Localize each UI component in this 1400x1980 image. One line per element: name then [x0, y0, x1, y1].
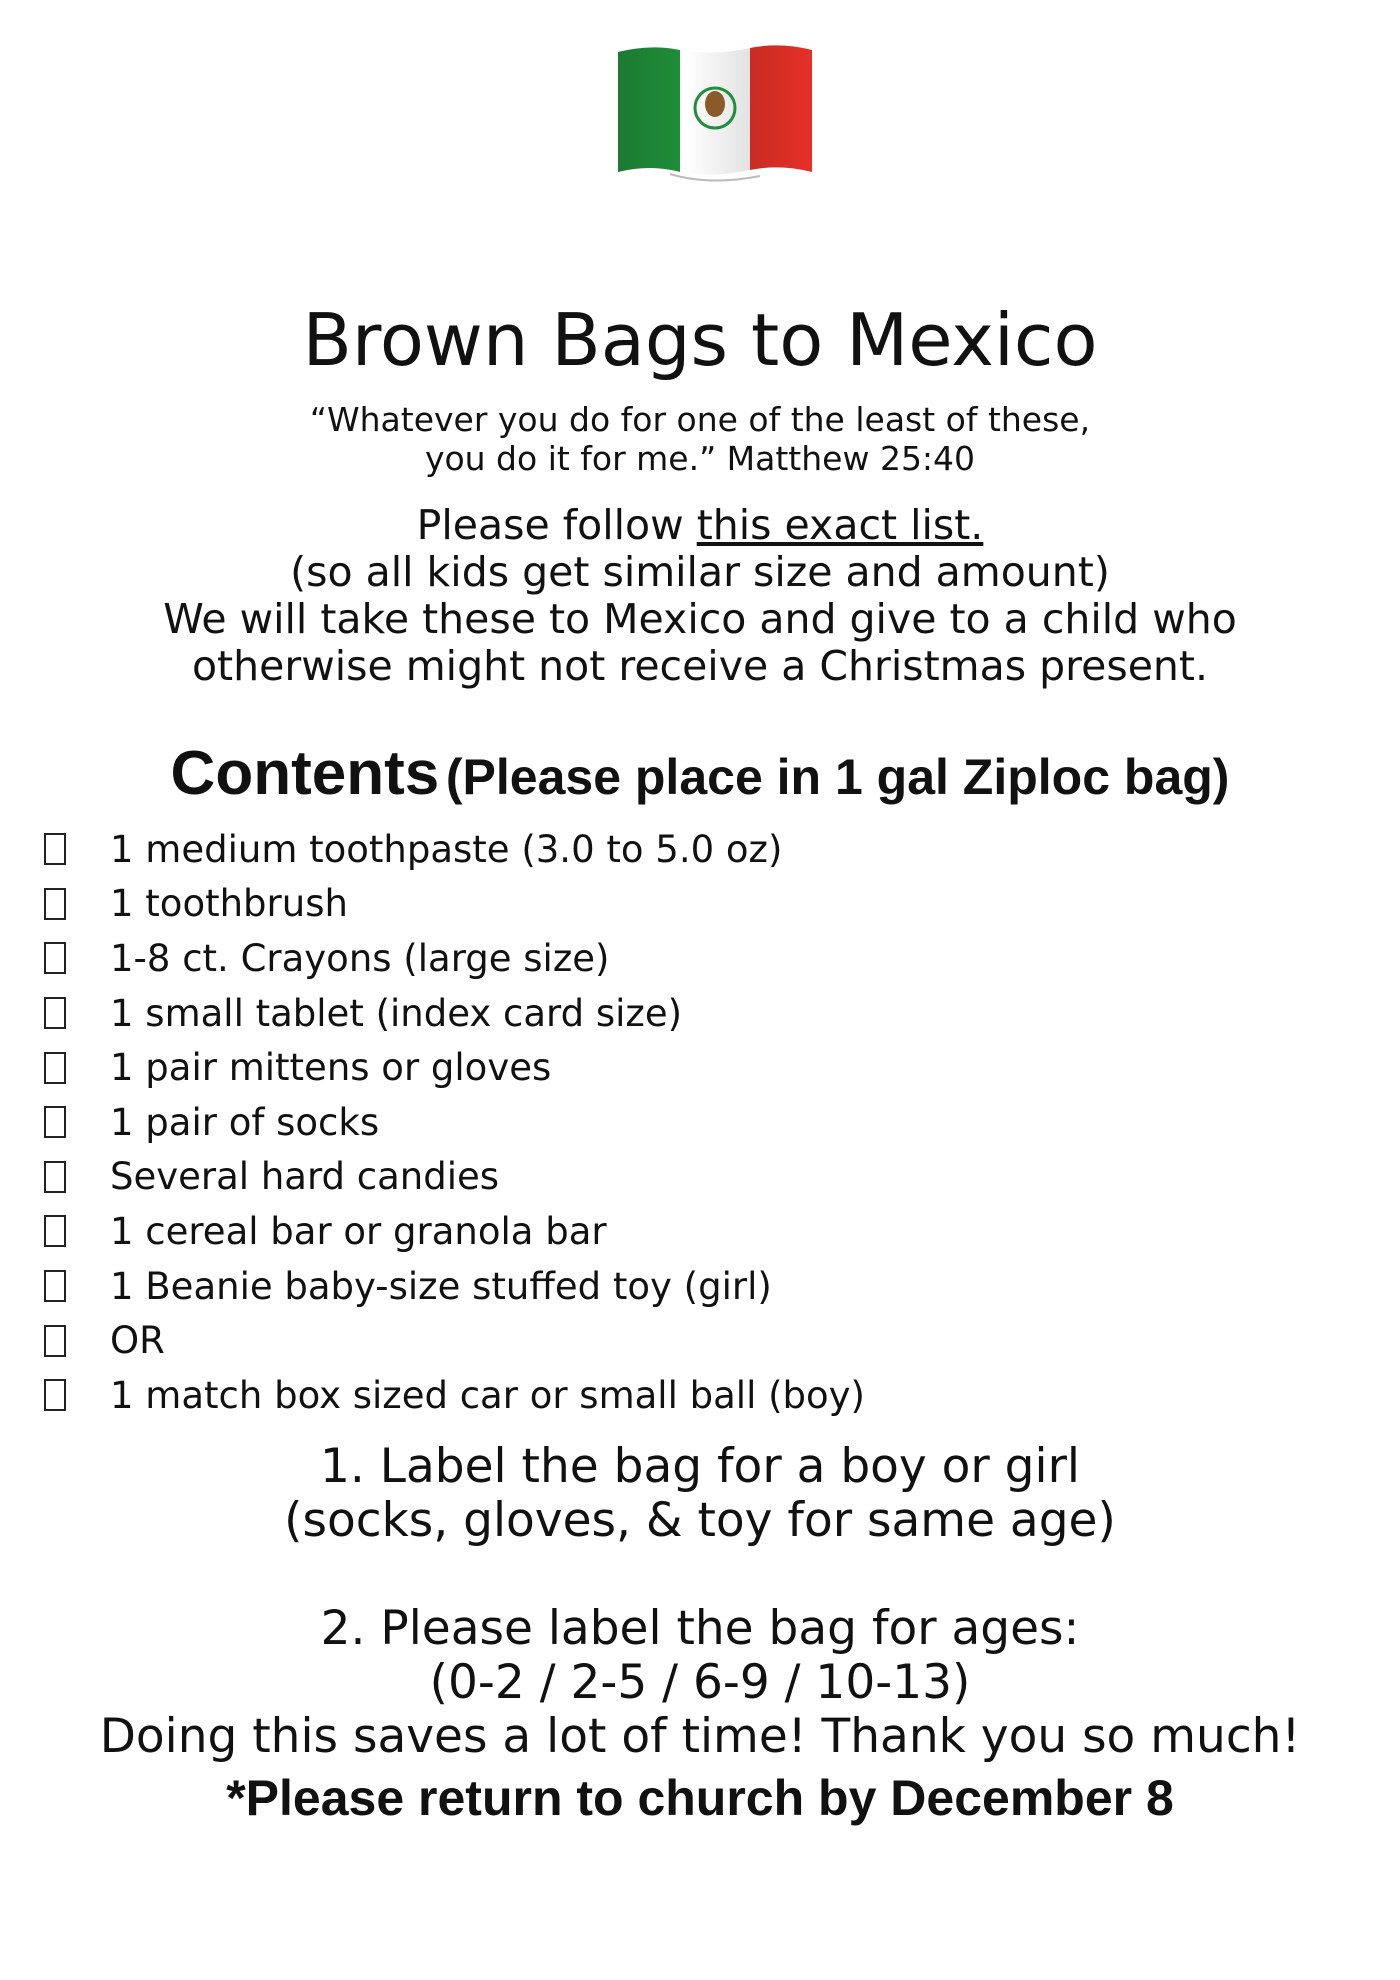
- intro-line-1: [0, 502, 1400, 549]
- contents-subtitle: (Please place in 1 gal Ziploc bag): [445, 749, 1230, 805]
- checklist-item: [40, 822, 1370, 877]
- checklist-item-label: 1 cereal bar or granola bar: [110, 1209, 607, 1253]
- checklist-item-label: 1 small tablet (index card size): [110, 991, 683, 1035]
- checklist-item: [40, 1150, 1370, 1205]
- checklist-item: [40, 931, 1370, 986]
- checkbox-icon[interactable]: [44, 1215, 66, 1247]
- intro-line-1-prefix: Please follow: [416, 501, 697, 549]
- checkbox-icon[interactable]: [44, 1325, 66, 1357]
- exact-list-emphasis: this exact list.: [696, 501, 984, 549]
- thanks-line: Doing this saves a lot of time! Thank you so much!: [99, 1709, 1301, 1764]
- checkbox-icon[interactable]: [44, 1270, 66, 1302]
- checklist-item: [40, 1204, 1370, 1259]
- intro-line-4: otherwise might not receive a Christmas present.: [191, 642, 1209, 690]
- step1-line-1: 1. Label the bag for a boy or girl: [320, 1439, 1080, 1494]
- intro-text: [0, 502, 1400, 690]
- checklist-item: [40, 1313, 1370, 1368]
- contents-checklist: [40, 822, 1370, 1423]
- checklist-item-label: 1 match box sized car or small ball (boy): [110, 1373, 865, 1417]
- checklist-item: [40, 1095, 1370, 1150]
- step2-line-2: (0-2 / 2-5 / 6-9 / 10-13): [429, 1655, 971, 1710]
- intro-line-3: We will take these to Mexico and give to a child who: [163, 595, 1237, 643]
- flag-icon: [610, 40, 820, 190]
- page-title: Brown Bags to Mexico: [302, 298, 1098, 382]
- contents-title: Contents: [170, 739, 440, 808]
- checklist-item: [40, 1259, 1370, 1314]
- checklist-item-label: 1 medium toothpaste (3.0 to 5.0 oz): [110, 827, 783, 871]
- checkbox-icon[interactable]: [44, 1379, 66, 1411]
- checklist-item: [40, 1368, 1370, 1423]
- contents-heading: [0, 738, 1400, 809]
- checkbox-icon[interactable]: [44, 1106, 66, 1138]
- checkbox-icon[interactable]: [44, 1161, 66, 1193]
- bible-quote: [0, 400, 1400, 478]
- checklist-item-label: 1-8 ct. Crayons (large size): [110, 936, 610, 980]
- step1-line-2: (socks, gloves, & toy for same age): [284, 1493, 1116, 1548]
- checklist-item-label: Several hard candies: [110, 1155, 500, 1199]
- checklist-item-label: 1 pair mittens or gloves: [110, 1046, 552, 1090]
- quote-line-1: “Whatever you do for one of the least of these,: [309, 400, 1091, 439]
- checkbox-icon[interactable]: [44, 997, 66, 1029]
- instructions: [0, 1440, 1400, 1764]
- checklist-item: [40, 986, 1370, 1041]
- checkbox-icon[interactable]: [44, 833, 66, 865]
- step2-line-1: 2. Please label the bag for ages:: [320, 1601, 1080, 1656]
- intro-line-2: (so all kids get similar size and amount): [290, 548, 1110, 596]
- checklist-item-label: OR: [110, 1319, 165, 1363]
- checklist-item-label: 1 Beanie baby-size stuffed toy (girl): [110, 1264, 772, 1308]
- checklist-item: [40, 877, 1370, 932]
- checklist-item: [40, 1040, 1370, 1095]
- checkbox-icon[interactable]: [44, 888, 66, 920]
- return-deadline: *Please return to church by December 8: [226, 1770, 1174, 1826]
- checkbox-icon[interactable]: [44, 942, 66, 974]
- mexico-flag: [610, 40, 820, 190]
- quote-line-2: you do it for me.” Matthew 25:40: [424, 439, 976, 478]
- checklist-item-label: 1 toothbrush: [110, 882, 348, 926]
- checkbox-icon[interactable]: [44, 1052, 66, 1084]
- checklist-item-label: 1 pair of socks: [110, 1100, 380, 1144]
